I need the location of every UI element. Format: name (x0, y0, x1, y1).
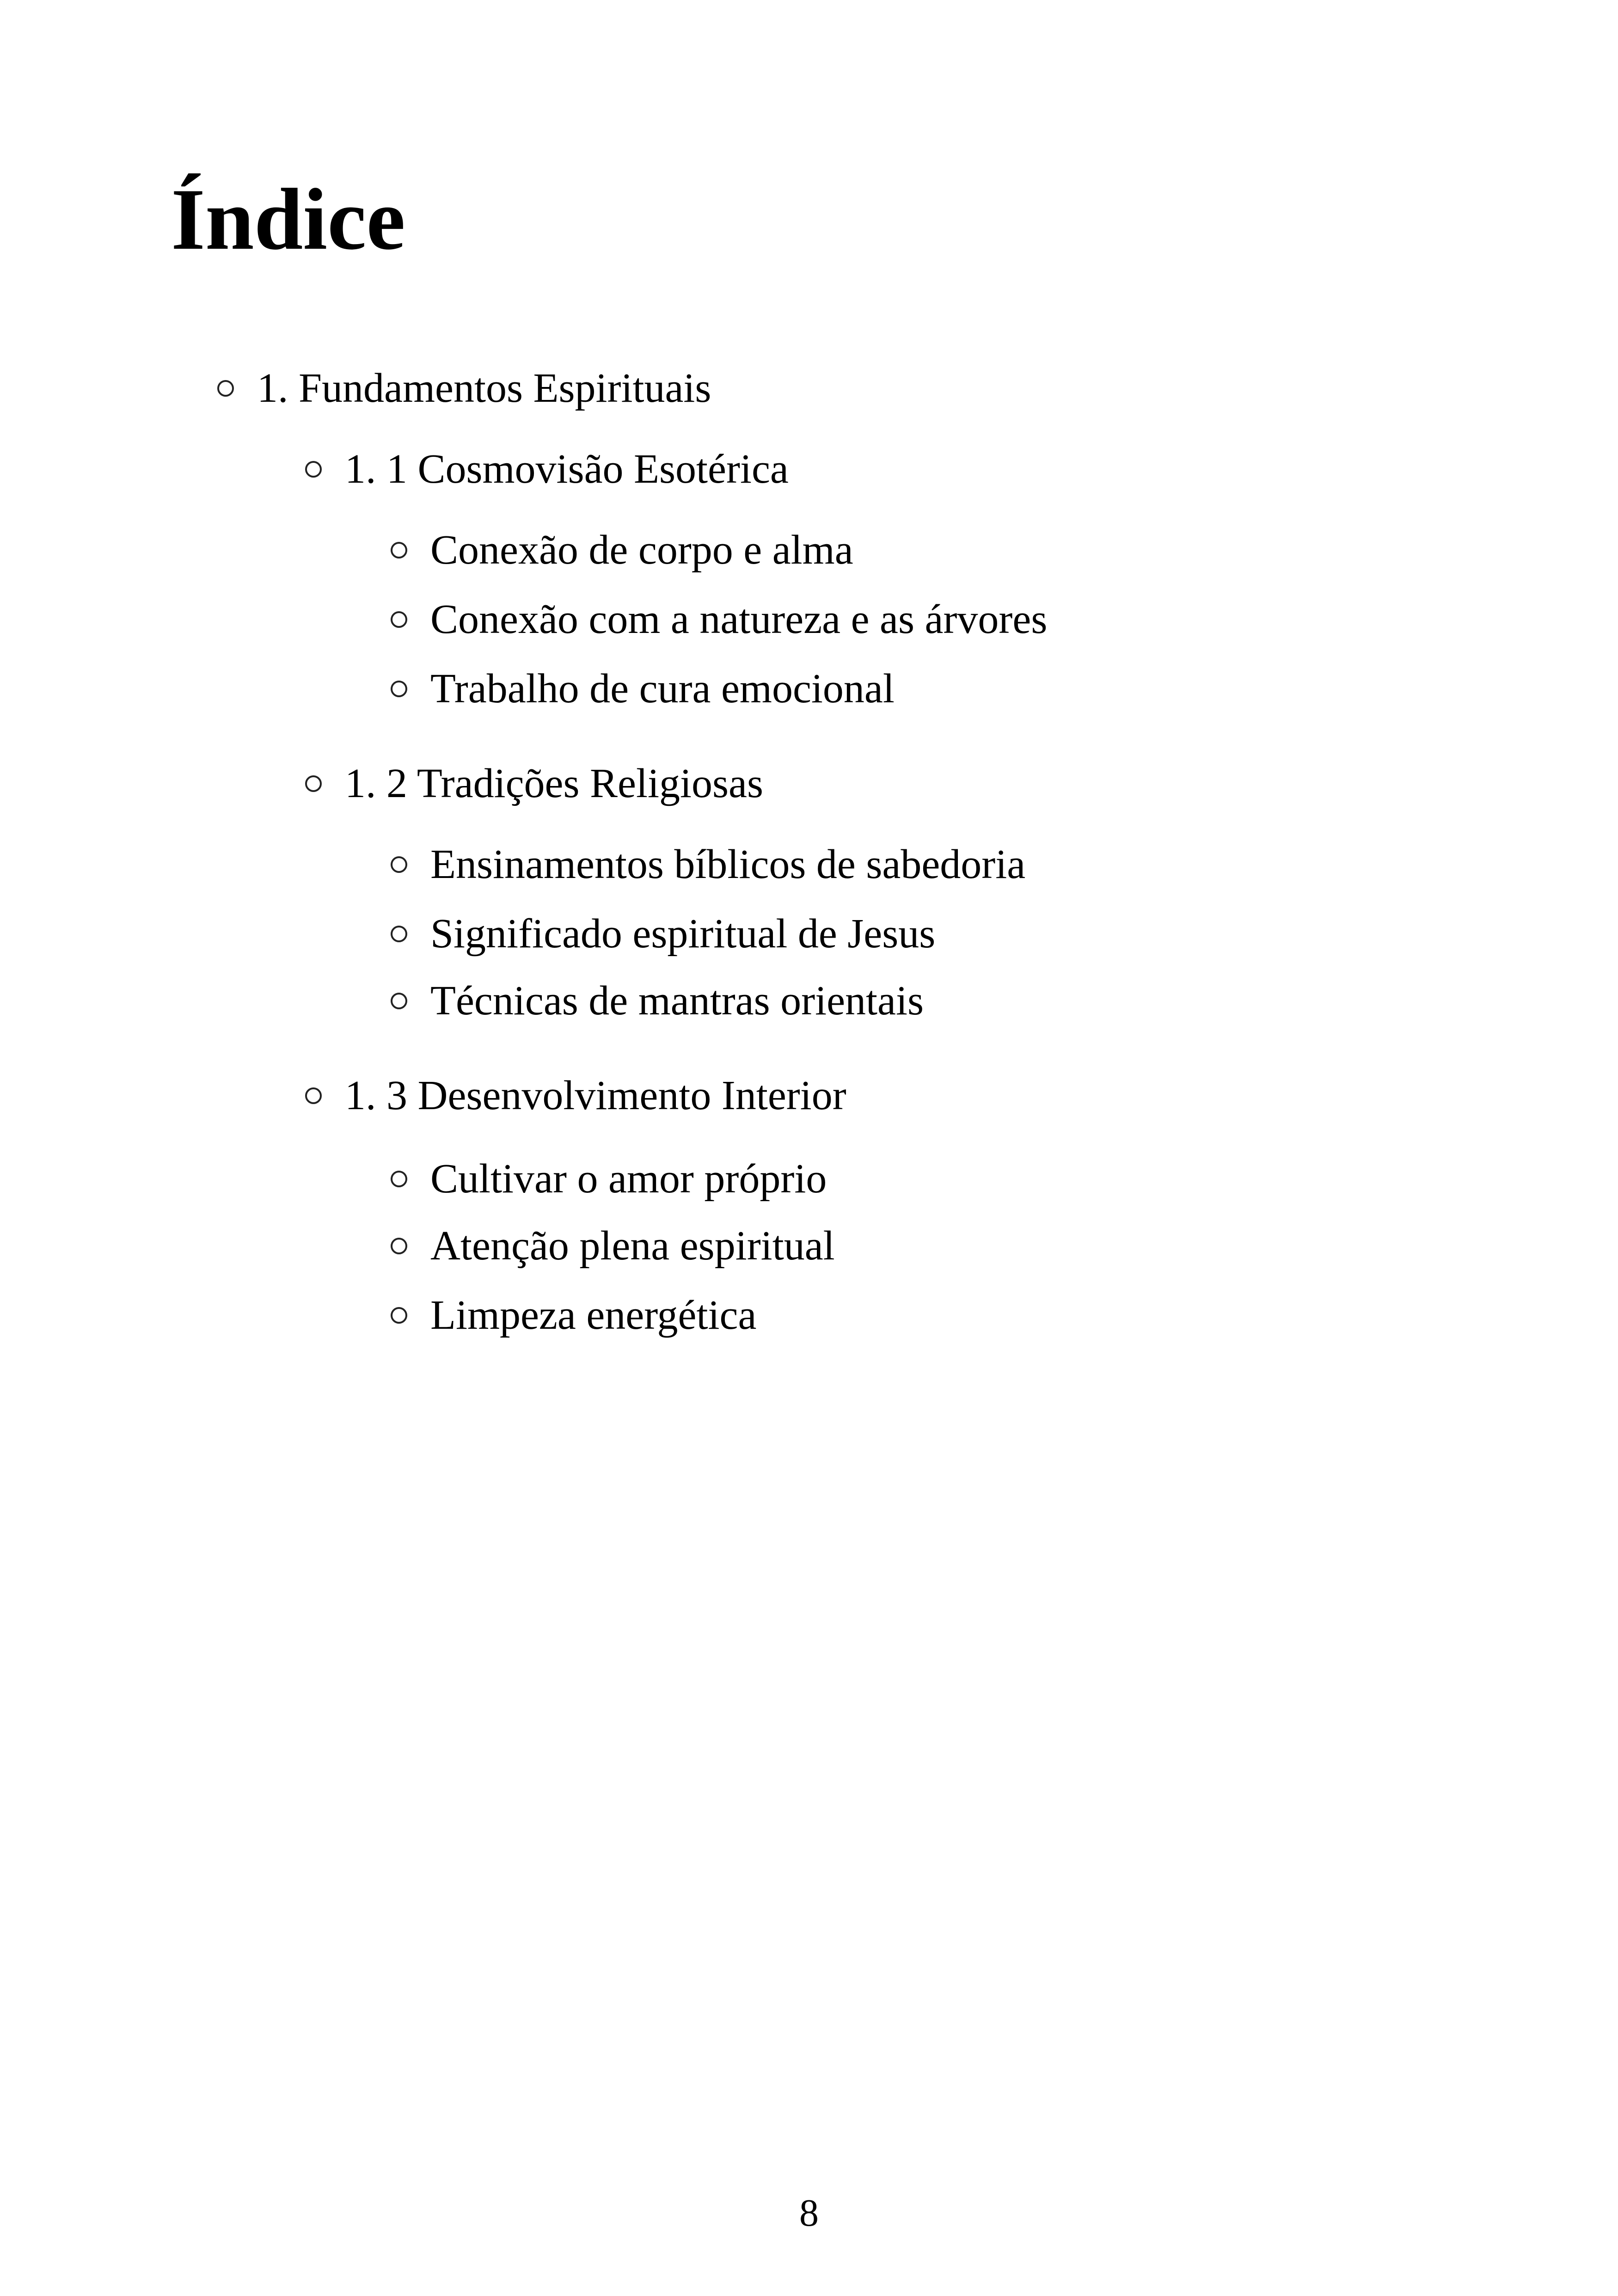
toc-subsection-1-3[interactable] (305, 1075, 846, 1117)
toc-item[interactable] (391, 841, 1026, 887)
toc-subsection-1-2[interactable] (305, 763, 763, 804)
toc-subsection-label: 1. 1 Cosmovisão Esotérica (345, 446, 789, 492)
toc-item[interactable] (391, 668, 895, 710)
circle-bullet-icon (391, 1238, 407, 1254)
toc-item[interactable] (391, 1158, 827, 1200)
toc-subsection-label: 1. 3 Desenvolvimento Interior (345, 1073, 846, 1118)
toc-item-label: Atenção plena espiritual (430, 1223, 835, 1269)
toc-item-label: Cultivar o amor próprio (430, 1156, 827, 1202)
circle-bullet-icon (391, 926, 407, 942)
circle-bullet-icon (305, 1087, 322, 1104)
toc-item[interactable] (391, 1292, 757, 1338)
circle-bullet-icon (305, 461, 322, 478)
circle-bullet-icon (217, 380, 234, 397)
toc-item-label: Conexão com a natureza e as árvores (430, 596, 1048, 642)
circle-bullet-icon (391, 611, 407, 628)
toc-item[interactable] (391, 1225, 835, 1267)
circle-bullet-icon (391, 1171, 407, 1187)
page-number: 8 (799, 2192, 819, 2235)
circle-bullet-icon (391, 1307, 407, 1324)
toc-item-label: Ensinamentos bíblicos de sabedoria (430, 841, 1026, 887)
toc-item[interactable] (391, 529, 853, 571)
circle-bullet-icon (305, 775, 322, 792)
toc-subsection-label: 1. 2 Tradições Religiosas (345, 761, 764, 806)
circle-bullet-icon (391, 856, 407, 873)
toc-item-label: Conexão de corpo e alma (430, 527, 853, 573)
toc-item[interactable] (391, 596, 1048, 642)
page-title: Índice (171, 171, 405, 268)
circle-bullet-icon (391, 993, 407, 1009)
toc-item-label: Significado espiritual de Jesus (430, 911, 936, 957)
toc-item[interactable] (391, 980, 924, 1022)
toc-item[interactable] (391, 913, 935, 955)
toc-item-label: Técnicas de mantras orientais (430, 978, 924, 1024)
circle-bullet-icon (391, 542, 407, 559)
toc-item-label: Trabalho de cura emocional (430, 666, 895, 712)
toc-section-1[interactable] (217, 365, 711, 411)
toc-subsection-1-1[interactable] (305, 448, 789, 490)
toc-section-label: 1. Fundamentos Espirituais (257, 365, 711, 411)
circle-bullet-icon (391, 681, 407, 697)
toc-item-label: Limpeza energética (430, 1292, 757, 1338)
